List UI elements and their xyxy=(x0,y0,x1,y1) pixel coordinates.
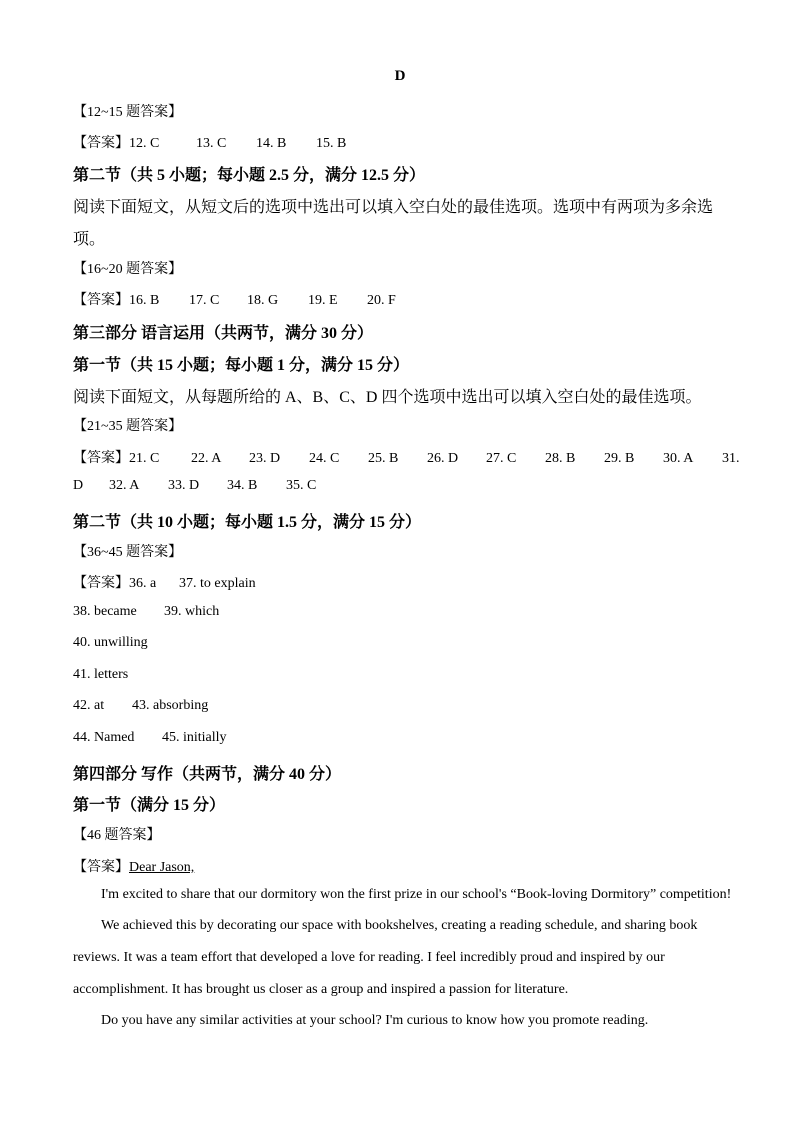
answer-row-46 xyxy=(73,856,194,876)
letter-paragraph-1: I'm excited to share that our dormitory won the first prize in our school's “Book-loving Dormitory” competition! xyxy=(101,887,732,902)
answer-item: 17. C xyxy=(189,293,220,308)
answer-item: 23. D xyxy=(249,451,281,466)
letter-paragraph-2-line-3: accomplishment. It has brought us closer as a group and inspired a passion for literature. xyxy=(73,982,569,997)
part2-section2-instruction: 阅读下面短文，从短文后的选项中选出可以填入空白处的最佳选项。选项中有两项为多余选 xyxy=(73,199,714,216)
answer-prefix: 【答案】 xyxy=(73,451,129,466)
answer-label-46: 【46 题答案】 xyxy=(73,828,161,843)
part2-section2-instruction-cont: 项。 xyxy=(73,231,106,248)
answer-label-36-45: 【36~45 题答案】 xyxy=(73,545,183,560)
answer-row-42-43 xyxy=(73,698,208,714)
answer-item: 45. initially xyxy=(162,730,227,745)
answer-item: 16. B xyxy=(129,293,160,308)
answer-item: 14. B xyxy=(256,136,287,151)
answer-item: 28. B xyxy=(545,451,576,466)
answer-row-21-35 xyxy=(73,447,740,467)
answer-row-38-39 xyxy=(73,604,219,620)
part3-section1-instruction: 阅读下面短文，从每题所给的 A、B、C、D 四个选项中选出可以填入空白处的最佳选项。 xyxy=(73,389,702,406)
answer-item: 31. xyxy=(722,451,740,466)
answer-prefix: 【答案】 xyxy=(73,576,129,591)
answer-row-12-15 xyxy=(73,132,346,152)
letter-paragraph-3: Do you have any similar activities at your school? I'm curious to know how you promote reading. xyxy=(101,1013,649,1028)
answer-item: 20. F xyxy=(367,293,396,308)
answer-item: 15. B xyxy=(316,136,347,151)
answer-item: 33. D xyxy=(168,478,200,493)
answer-item: 34. B xyxy=(227,478,258,493)
answer-prefix: 【答案】 xyxy=(73,293,129,308)
answer-label-21-35: 【21~35 题答案】 xyxy=(73,419,183,434)
answer-item: 44. Named xyxy=(73,730,135,745)
answer-row-40: 40. unwilling xyxy=(73,635,148,650)
answer-item: 27. C xyxy=(486,451,517,466)
answer-row-44-45 xyxy=(73,730,227,746)
part3-section2-heading: 第二节（共 10 小题；每小题 1.5 分，满分 15 分） xyxy=(73,514,422,531)
answer-item: 42. at xyxy=(73,698,105,713)
answer-item: D xyxy=(73,478,84,493)
part2-section2-heading: 第二节（共 5 小题；每小题 2.5 分，满分 12.5 分） xyxy=(73,167,426,184)
answer-item: 22. A xyxy=(191,451,222,466)
answer-row-16-20 xyxy=(73,289,396,309)
answer-item: 30. A xyxy=(663,451,694,466)
answer-item: 21. C xyxy=(129,451,160,466)
answer-prefix: 【答案】 xyxy=(73,136,129,151)
section-title: D xyxy=(394,68,406,84)
answer-item: 37. to explain xyxy=(179,576,256,591)
answer-row-36-37 xyxy=(73,572,256,592)
answer-item: 26. D xyxy=(427,451,459,466)
answer-row-41: 41. letters xyxy=(73,667,129,682)
answer-item: 12. C xyxy=(129,136,160,151)
answer-item: 29. B xyxy=(604,451,635,466)
answer-item: 36. a xyxy=(129,576,157,591)
letter-greeting: Dear Jason, xyxy=(129,860,195,875)
part4-section1-heading: 第一节（满分 15 分） xyxy=(73,797,226,814)
answer-item: 39. which xyxy=(164,604,220,619)
answer-prefix: 【答案】 xyxy=(73,860,129,875)
answer-item: 19. E xyxy=(308,293,338,308)
letter-paragraph-2-line-2: reviews. It was a team effort that developed a love for reading. I feel incredibly proud and inspired by our xyxy=(73,950,665,965)
answer-row-21-35-cont xyxy=(73,478,316,494)
answer-item: 13. C xyxy=(196,136,227,151)
part4-heading: 第四部分 写作（共两节，满分 40 分） xyxy=(73,766,342,783)
answer-label-16-20: 【16~20 题答案】 xyxy=(73,262,183,277)
answer-item: 35. C xyxy=(286,478,317,493)
answer-item: 38. became xyxy=(73,604,137,619)
part3-section1-heading: 第一节（共 15 小题；每小题 1 分，满分 15 分） xyxy=(73,357,410,374)
answer-item: 18. G xyxy=(247,293,279,308)
answer-label-12-15: 【12~15 题答案】 xyxy=(73,105,183,120)
answer-item: 24. C xyxy=(309,451,340,466)
answer-item: 32. A xyxy=(109,478,140,493)
part3-heading: 第三部分 语言运用（共两节，满分 30 分） xyxy=(73,325,374,342)
answer-item: 43. absorbing xyxy=(132,698,209,713)
letter-paragraph-2: We achieved this by decorating our space with bookshelves, creating a reading schedule, and sharing book xyxy=(101,918,698,933)
answer-item: 25. B xyxy=(368,451,399,466)
